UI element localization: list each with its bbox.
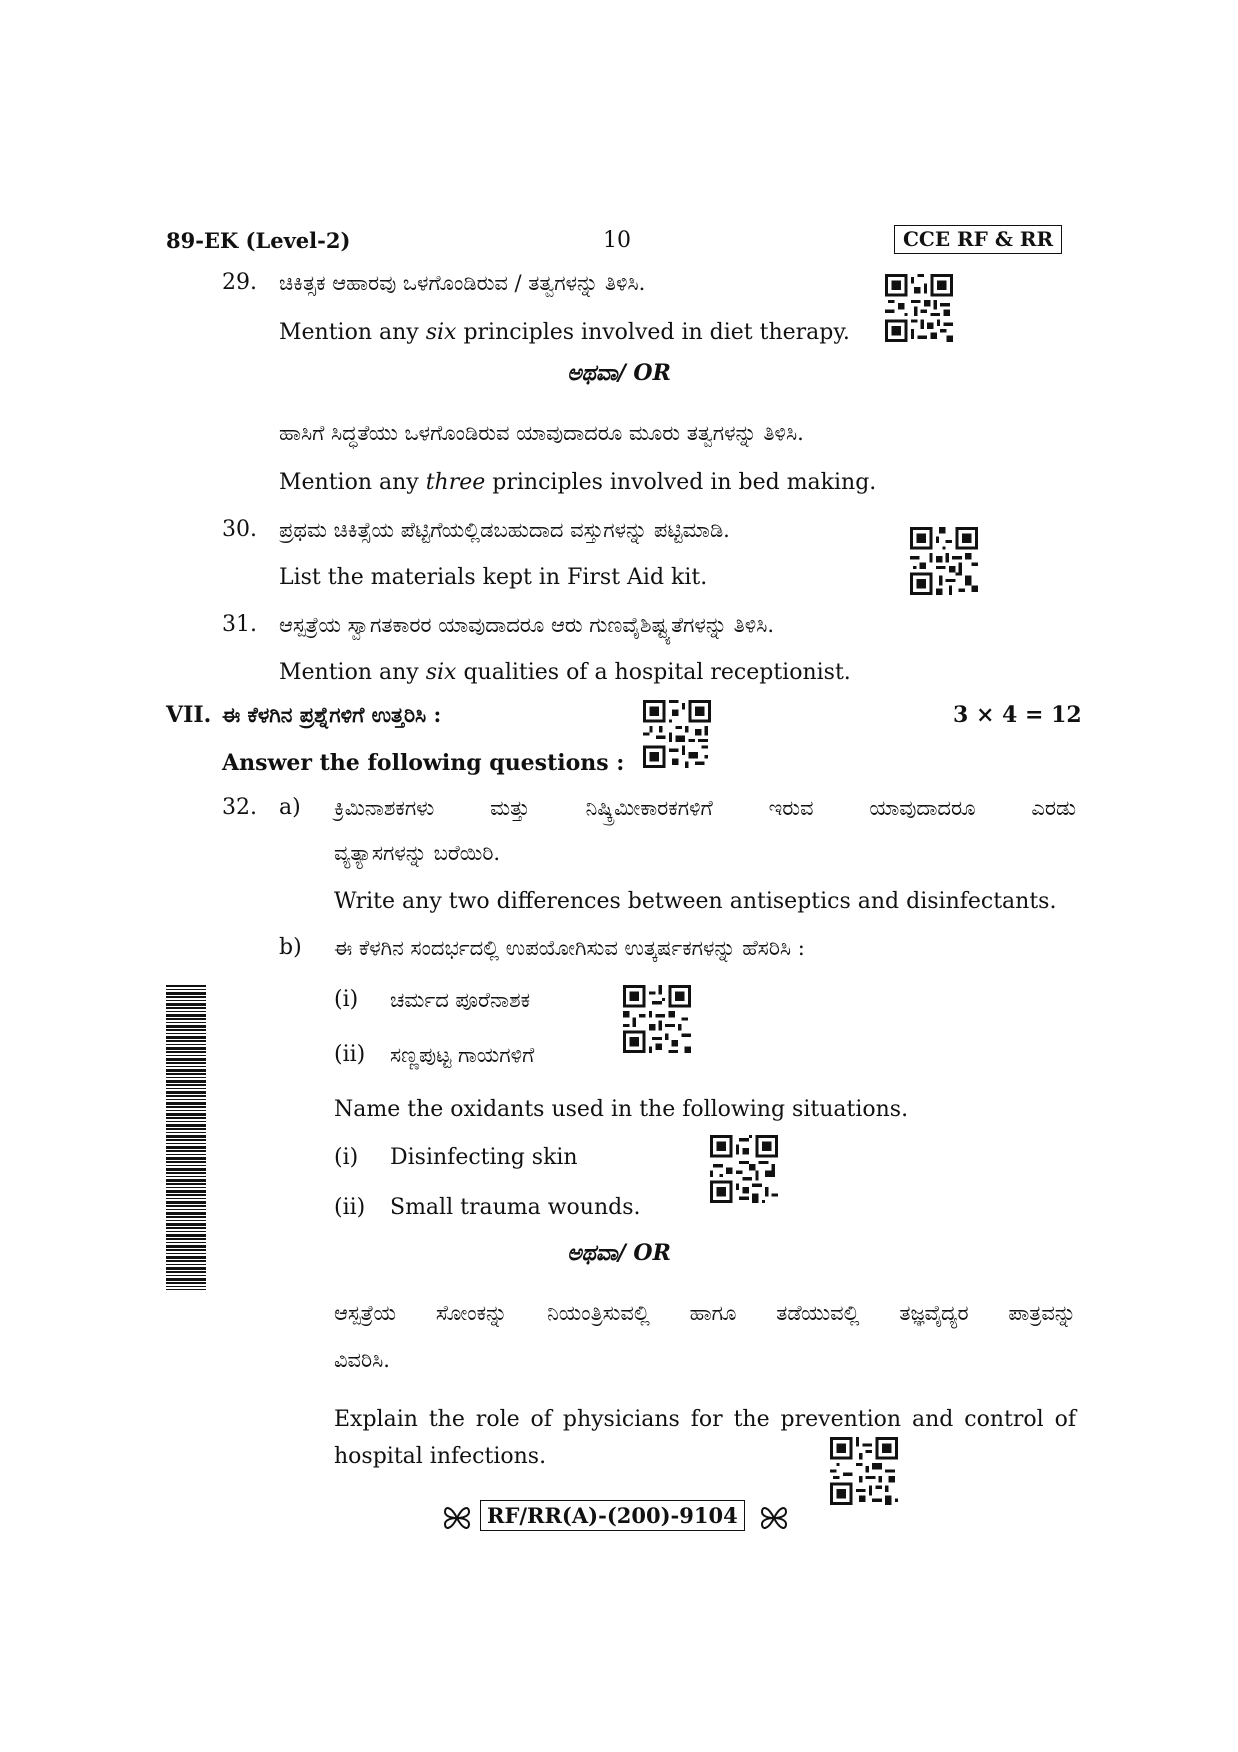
barcode-icon bbox=[166, 985, 206, 1290]
qr-code-icon bbox=[885, 274, 953, 342]
question-31-english: Mention any six qualities of a hospital receptionist. bbox=[279, 660, 851, 685]
question-32-b-label: b) bbox=[279, 935, 302, 960]
or-divider: ಅಥವಾ/ OR bbox=[567, 360, 671, 386]
ornament-icon bbox=[441, 1502, 473, 1534]
qr-code-icon bbox=[830, 1437, 898, 1505]
item-label: (ii) bbox=[334, 1195, 366, 1220]
section-number: VII. bbox=[166, 702, 212, 728]
ornament-icon bbox=[758, 1502, 790, 1534]
page-number: 10 bbox=[603, 228, 631, 253]
question-number-29: 29. bbox=[222, 270, 257, 295]
question-30-kannada: ಪ್ರಥಮ ಚಿಕಿತ್ಸೆಯ ಪೆಟ್ಟಿಗೆಯಲ್ಲಿಡಬಹುದಾದ ವಸ್ತುಗಳನ್ನು ಪಟ್ಟಿಮಾಡಿ. bbox=[279, 518, 730, 542]
question-32-or-english-line2: hospital infections. bbox=[334, 1444, 547, 1469]
qr-code-icon bbox=[623, 985, 691, 1053]
question-number-30: 30. bbox=[222, 517, 257, 542]
question-31-kannada: ಆಸ್ಪತ್ರೆಯ ಸ್ವಾಗತಕಾರರ ಯಾವುದಾದರೂ ಆರು ಗುಣವೈಶಿಷ್ಟ್ಯತೆಗಳನ್ನು ತಿಳಿಸಿ. bbox=[279, 613, 775, 637]
section-instruction-english: Answer the following questions : bbox=[222, 750, 625, 776]
question-number-32: 32. bbox=[222, 795, 257, 820]
item-label: (i) bbox=[334, 987, 359, 1012]
paper-code: 89-EK (Level-2) bbox=[166, 228, 351, 253]
item-english-skin: Disinfecting skin bbox=[390, 1145, 578, 1170]
question-32-or-kannada-line1: ಆಸ್ಪತ್ರೆಯ ಸೋಂಕನ್ನು ನಿಯಂತ್ರಿಸುವಲ್ಲಿ ಹಾಗೂ ತಡೆಯುವಲ್ಲಿ ತಜ್ಞವೈದ್ಯರ ಪಾತ್ರವನ್ನು bbox=[334, 1301, 1076, 1325]
question-32-b-kannada: ಈ ಕೆಳಗಿನ ಸಂದರ್ಭದಲ್ಲಿ ಉಪಯೋಗಿಸುವ ಉತ್ಕರ್ಷಕಗಳನ್ನು ಹೆಸರಿಸಿ : bbox=[334, 936, 805, 960]
exam-label: CCE RF & RR bbox=[894, 225, 1062, 254]
qr-code-icon bbox=[910, 527, 978, 595]
item-kannada-wounds: ಸಣ್ಣಪುಟ್ಟ ಗಾಯಗಳಿಗೆ bbox=[390, 1043, 535, 1067]
question-29-english: Mention any six principles involved in diet therapy. bbox=[279, 320, 850, 345]
question-30-english: List the materials kept in First Aid kit. bbox=[279, 565, 708, 590]
question-32-b-english: Name the oxidants used in the following situations. bbox=[334, 1097, 909, 1122]
question-number-31: 31. bbox=[222, 612, 257, 637]
question-32-a-kannada-line1: ಕ್ರಿಮಿನಾಶಕಗಳು ಮತ್ತು ನಿಷ್ಕ್ರಿಮೀಕಾರಕಗಳಿಗೆ ಇರುವ ಯಾವುದಾದರೂ ಎರಡು bbox=[334, 796, 1076, 820]
question-32-a-kannada-line2: ವ್ಯತ್ಯಾಸಗಳನ್ನು ಬರೆಯಿರಿ. bbox=[334, 841, 501, 865]
or-divider: ಅಥವಾ/ OR bbox=[567, 1240, 671, 1266]
item-label: (i) bbox=[334, 1145, 359, 1170]
question-32-a-label: a) bbox=[279, 795, 301, 820]
qr-code-icon bbox=[643, 700, 711, 768]
section-instruction-kannada: ಈ ಕೆಳಗಿನ ಪ್ರಶ್ನೆಗಳಿಗೆ ಉತ್ತರಿಸಿ : bbox=[222, 702, 442, 727]
question-32-or-kannada-line2: ವಿವರಿಸಿ. bbox=[334, 1348, 390, 1372]
question-32-or-english-line1: Explain the role of physicians for the prevention and control of bbox=[334, 1407, 1076, 1432]
footer-code: RF/RR(A)-(200)-9104 bbox=[480, 1500, 745, 1531]
question-29-or-kannada: ಹಾಸಿಗೆ ಸಿದ್ಧತೆಯು ಒಳಗೊಂಡಿರುವ ಯಾವುದಾದರೂ ಮೂರು ತತ್ವಗಳನ್ನು ತಿಳಿಸಿ. bbox=[279, 421, 804, 445]
item-label: (ii) bbox=[334, 1042, 366, 1067]
qr-code-icon bbox=[710, 1135, 778, 1203]
item-kannada-skin: ಚರ್ಮದ ಪೂರೆನಾಶಕ bbox=[390, 988, 531, 1012]
question-32-a-english: Write any two differences between antiseptics and disinfectants. bbox=[334, 889, 1057, 914]
question-29-or-english: Mention any three principles involved in bed making. bbox=[279, 470, 877, 495]
item-english-wounds: Small trauma wounds. bbox=[390, 1195, 641, 1220]
question-29-kannada: ಚಿಕಿತ್ಸಕ ಆಹಾರವು ಒಳಗೊಂಡಿರುವ / ತತ್ವಗಳನ್ನು ತಿಳಿಸಿ. bbox=[279, 271, 646, 295]
section-marks: 3 × 4 = 12 bbox=[953, 702, 1082, 728]
